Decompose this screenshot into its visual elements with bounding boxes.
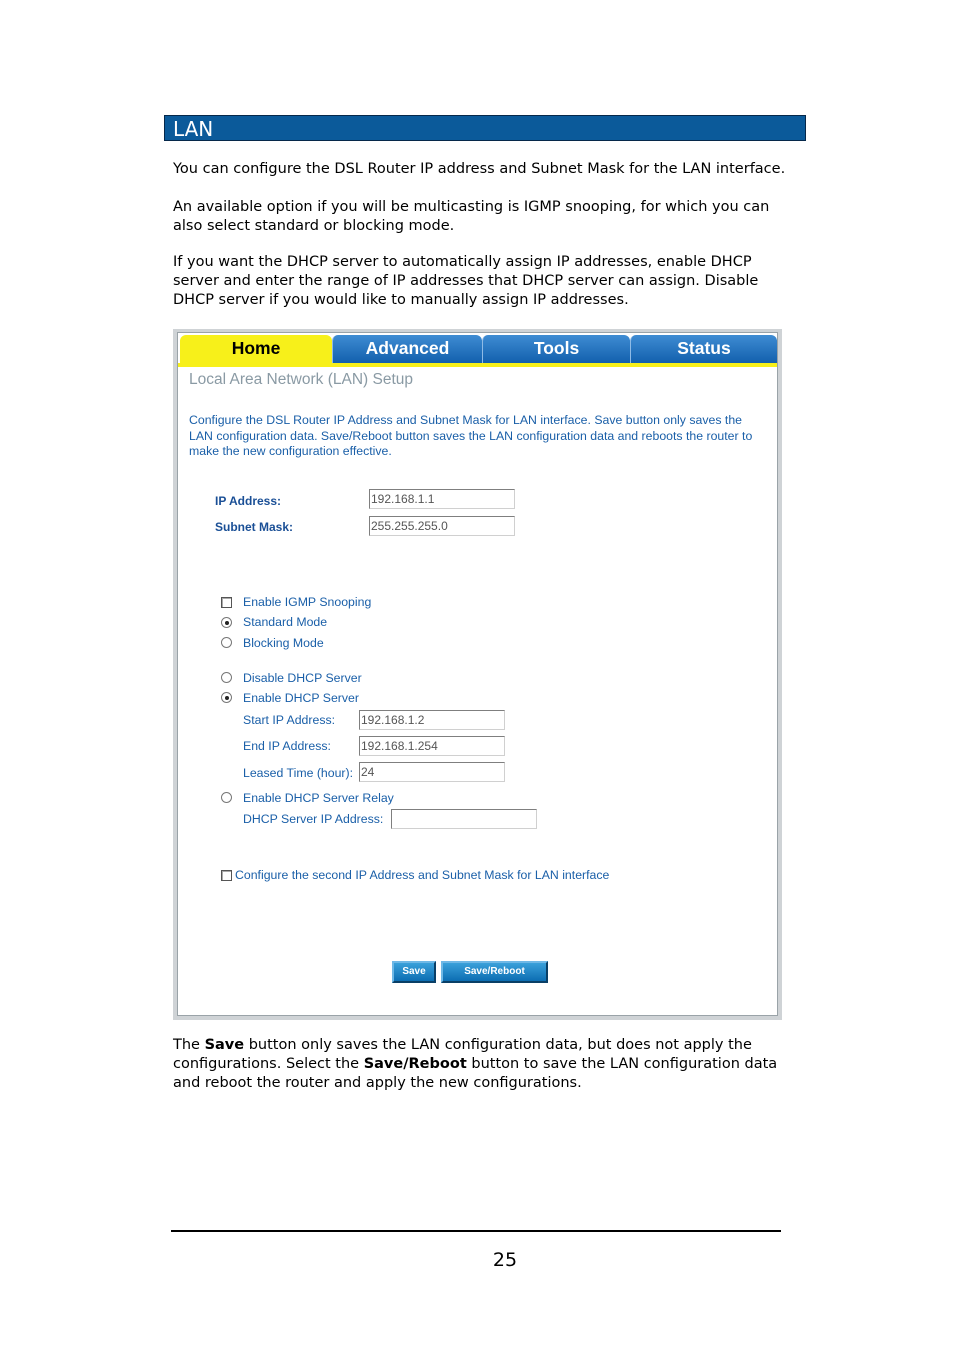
save-button[interactable]: Save (392, 961, 436, 983)
enable-dhcp-radio[interactable] (221, 692, 232, 703)
ip-address-label: IP Address: (215, 494, 282, 508)
page-number: 25 (492, 1249, 518, 1271)
ip-address-input[interactable]: 192.168.1.1 (369, 489, 515, 509)
tab-bar (178, 333, 777, 367)
igmp-snooping-label: Enable IGMP Snooping (243, 595, 372, 609)
second-ip-checkbox[interactable] (221, 870, 232, 881)
blocking-mode-label: Blocking Mode (243, 636, 324, 650)
dhcp-relay-ip-label: DHCP Server IP Address: (243, 812, 384, 826)
dhcp-relay-ip-input[interactable] (391, 809, 537, 829)
intro-paragraph-1: You can configure the DSL Router IP address and Subnet Mask for the LAN interface. (173, 161, 786, 177)
start-ip-input[interactable]: 192.168.1.2 (359, 710, 505, 730)
disable-dhcp-label: Disable DHCP Server (243, 671, 362, 685)
outro-text-1: The (173, 1037, 205, 1053)
leased-time-label: Leased Time (hour): (243, 766, 354, 780)
dhcp-relay-radio[interactable] (221, 792, 232, 803)
footer-rule (171, 1230, 781, 1232)
outro-save-reboot-term: Save/Reboot (363, 1056, 467, 1072)
page-title: Local Area Network (LAN) Setup (189, 371, 413, 388)
disable-dhcp-radio[interactable] (221, 672, 232, 683)
page-description: Configure the DSL Router IP Address and Subnet Mask for LAN interface. Save button only saves the LAN configuration data. Save/Reboot button saves the LAN configuration data and reboots the router to make the new configuration effective. (189, 413, 753, 458)
outro-save-term: Save (204, 1037, 245, 1053)
intro-paragraph-3: If you want the DHCP server to automatically assign IP addresses, enable DHCP server and enter the range of IP addresses that DHCP server can assign. Disable DHCP server if you would like to manually assign IP addresses. (173, 254, 759, 308)
outro-text-3: button to save the LAN configuration data and reboot the router and apply the new configurations. (173, 1056, 778, 1091)
tab-underline (178, 363, 777, 367)
second-ip-label: Configure the second IP Address and Subnet Mask for LAN interface (235, 868, 610, 882)
leased-time-input[interactable]: 24 (359, 762, 505, 782)
tab-tools[interactable]: Tools (482, 335, 630, 363)
intro-paragraph-2: An available option if you will be multicasting is IGMP snooping, for which you can also select standard or blocking mode. (173, 199, 770, 234)
dhcp-relay-label: Enable DHCP Server Relay (243, 791, 394, 805)
standard-mode-label: Standard Mode (243, 615, 328, 629)
blocking-mode-radio[interactable] (221, 637, 232, 648)
router-page (177, 332, 778, 1016)
router-screenshot (173, 329, 782, 1020)
outro-paragraph (173, 1036, 793, 1093)
save-reboot-button[interactable]: Save/Reboot (441, 961, 548, 983)
standard-mode-radio[interactable] (221, 617, 232, 628)
start-ip-label: Start IP Address: (243, 713, 336, 727)
end-ip-input[interactable]: 192.168.1.254 (359, 736, 505, 756)
subnet-mask-input[interactable]: 255.255.255.0 (369, 516, 515, 536)
tab-advanced[interactable]: Advanced (332, 335, 482, 363)
outro-text-2: button only saves the LAN configuration data, but does not apply the configurations. Select the (173, 1037, 752, 1072)
subnet-mask-label: Subnet Mask: (215, 520, 294, 534)
section-title: LAN (173, 117, 214, 141)
igmp-snooping-checkbox[interactable] (221, 597, 232, 608)
end-ip-label: End IP Address: (243, 739, 331, 753)
tab-home[interactable]: Home (180, 335, 332, 363)
section-header (164, 115, 806, 141)
enable-dhcp-label: Enable DHCP Server (243, 691, 359, 705)
tab-status[interactable]: Status (630, 335, 777, 363)
